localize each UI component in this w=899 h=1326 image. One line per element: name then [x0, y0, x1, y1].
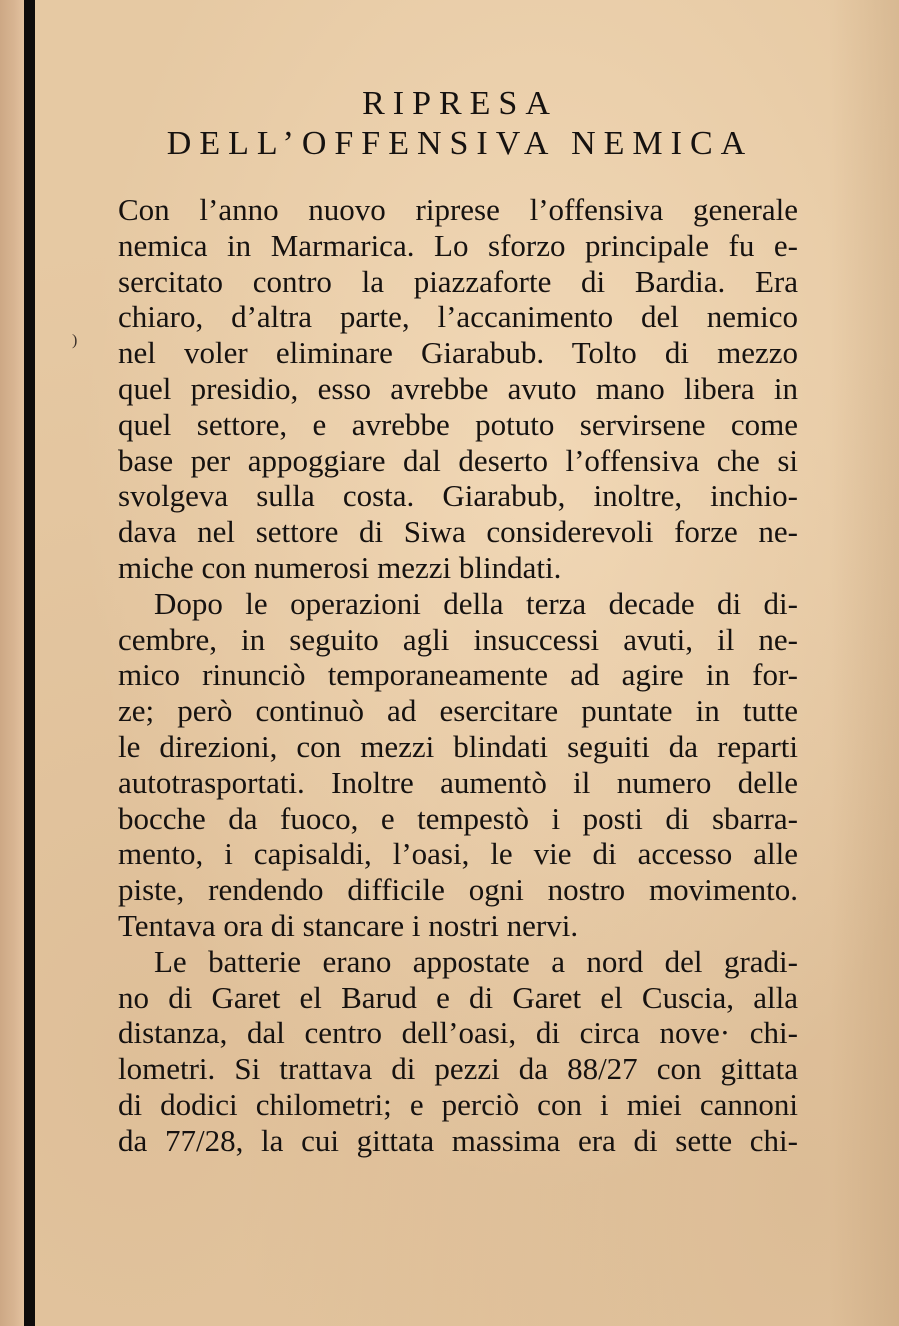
text-line: di dodici chilometri; e perciò con i miei cannoni: [118, 1086, 798, 1122]
paragraph-start: Dopo le operazioni della terza decade di di-: [154, 585, 798, 621]
text-line: quel presidio, esso avrebbe avuto mano libera in: [118, 370, 798, 406]
text-line: base per appoggiare dal deserto l’offensiva che si: [118, 442, 798, 478]
text-line: cembre, in seguito agli insuccessi avuti, il ne-: [118, 621, 798, 657]
chapter-title-line-2: DELL’OFFENSIVA NEMICA: [166, 125, 754, 162]
text-line: svolgeva sulla costa. Giarabub, inoltre, inchio-: [118, 478, 798, 514]
page-edge: [0, 0, 24, 1326]
text-line: lometri. Si trattava di pezzi da 88/27 con gittata: [118, 1051, 798, 1087]
text-line: no di Garet el Barud e di Garet el Cuscia, alla: [118, 979, 798, 1015]
text-line: mento, i capisaldi, l’oasi, le vie di accesso alle: [118, 836, 798, 872]
chapter-title-line-1: RIPRESA: [362, 85, 558, 122]
page-shading: [829, 0, 899, 1326]
margin-mark: ): [72, 332, 78, 349]
text-line: ze; però continuò ad esercitare puntate in tutte: [118, 693, 798, 729]
text-line: miche con numerosi mezzi blindati.: [118, 549, 562, 585]
paragraph-start: Le batterie erano appostate a nord del gradi-: [154, 943, 798, 979]
text-line: da 77/28, la cui gittata massima era di sette chi-: [118, 1122, 798, 1158]
text-line: dava nel settore di Siwa considerevoli forze ne-: [118, 514, 798, 550]
text-line: chiaro, d’altra parte, l’accanimento del nemico: [118, 299, 798, 335]
text-line: le direzioni, con mezzi blindati seguiti da reparti: [118, 728, 798, 764]
text-line: nemica in Marmarica. Lo sforzo principale fu e-: [118, 227, 798, 263]
text-line: piste, rendendo difficile ogni nostro movimento.: [118, 872, 798, 908]
text-line: sercitato contro la piazzaforte di Bardia. Era: [118, 263, 798, 299]
text-line: Con l’anno nuovo riprese l’offensiva generale: [118, 192, 798, 227]
chapter-title: [60, 84, 860, 164]
text-line: Tentava ora di stancare i nostri nervi.: [118, 907, 579, 943]
text-line: autotrasportati. Inoltre aumentò il numero delle: [118, 764, 798, 800]
text-line: quel settore, e avrebbe potuto servirsene come: [118, 406, 798, 442]
text-line: nel voler eliminare Giarabub. Tolto di mezzo: [118, 335, 798, 371]
body-text: [118, 192, 798, 1159]
text-line: mico rinunciò temporaneamente ad agire in for-: [118, 657, 798, 693]
text-line: distanza, dal centro dell’oasi, di circa nove· chi-: [118, 1015, 798, 1051]
binding-shadow: [24, 0, 35, 1326]
text-line: bocche da fuoco, e tempestò i posti di sbarra-: [118, 800, 798, 836]
